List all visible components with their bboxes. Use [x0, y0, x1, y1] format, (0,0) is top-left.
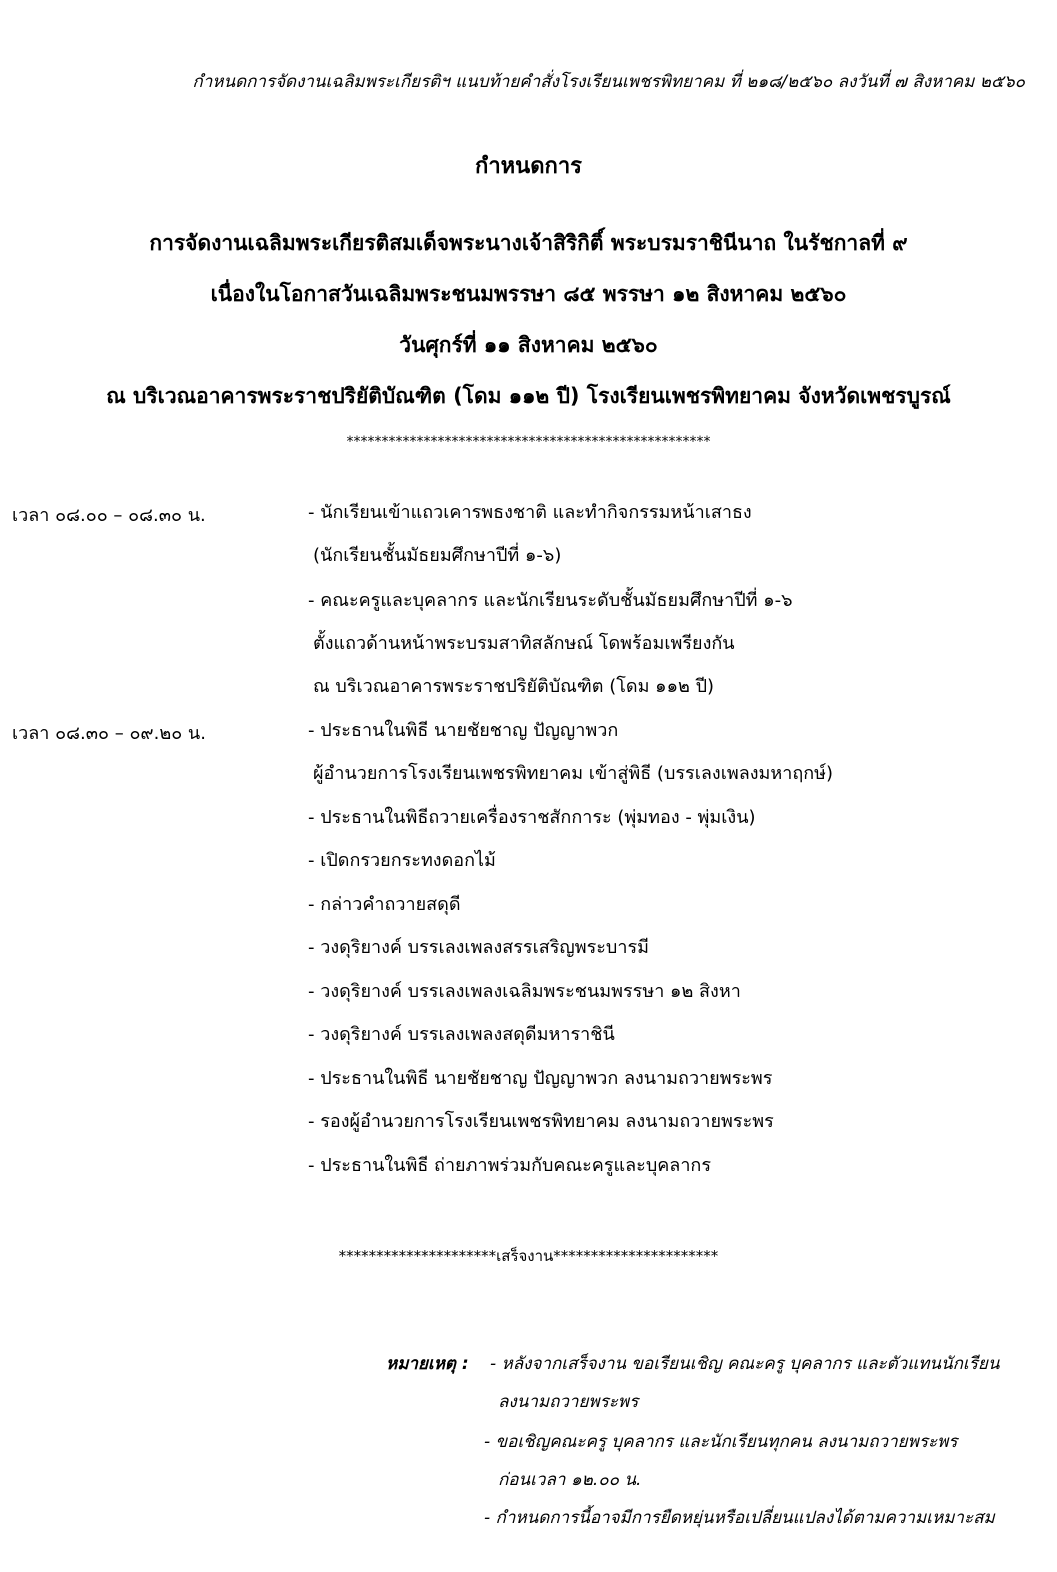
- schedule-item: - ประธานในพิธี นายชัยชาญ ปัญญาพวก ลงนามถวายพระพร: [308, 1068, 773, 1089]
- separator-end: *********************เสร็จงาน**********************: [338, 1247, 719, 1265]
- document-title: กำหนดการ: [475, 154, 582, 179]
- heading-line-venue: ณ บริเวณอาคารพระราชปริยัติบัณฑิต (โดม ๑๑๒ ปี) โรงเรียนเพชรพิทยาคม จังหวัดเพชรบูรณ์: [106, 384, 951, 408]
- note-line: - หลังจากเสร็จงาน ขอเรียนเชิญ คณะครู บุคลากร และตัวแทนนักเรียน: [490, 1354, 1000, 1374]
- schedule-item: - วงดุริยางค์ บรรเลงเพลงสดุดีมหาราชินี: [308, 1024, 615, 1045]
- time-slot-1: เวลา ๐๘.๐๐ – ๐๘.๓๐ น.: [12, 505, 206, 526]
- heading-line-event: การจัดงานเฉลิมพระเกียรติสมเด็จพระนางเจ้าสิริกิติ์ พระบรมราชินีนาถ ในรัชกาลที่ ๙: [149, 231, 908, 255]
- time-slot-2: เวลา ๐๘.๓๐ – ๐๙.๒๐ น.: [12, 723, 206, 744]
- schedule-item: - คณะครูและบุคลากร และนักเรียนระดับชั้นมัธยมศึกษาปีที่ ๑-๖: [308, 590, 793, 611]
- schedule-item: - ประธานในพิธี นายชัยชาญ ปัญญาพวก: [308, 720, 619, 741]
- event-heading: [0, 218, 1057, 422]
- schedule-item: - ประธานในพิธี ถ่ายภาพร่วมกับคณะครูและบุคลากร: [308, 1155, 711, 1176]
- note-line: - ขอเชิญคณะครู บุคลากร และนักเรียนทุกคน ลงนามถวายพระพร: [484, 1432, 958, 1452]
- separator-top: ****************************************************: [346, 434, 711, 450]
- heading-line-occasion: เนื่องในโอกาสวันเฉลิมพระชนมพรรษา ๘๕ พรรษา ๑๒ สิงหาคม ๒๕๖๐: [210, 282, 847, 306]
- schedule-item-continuation: (นักเรียนชั้นมัธยมศึกษาปีที่ ๑-๖): [313, 545, 562, 566]
- note-line-continuation: ก่อนเวลา ๑๒.๐๐ น.: [498, 1470, 642, 1490]
- schedule-item: - เปิดกรวยกระทงดอกไม้: [308, 850, 496, 871]
- note-line: - กำหนดการนี้อาจมีการยืดหยุ่นหรือเปลี่ยนแปลงได้ตามความเหมาะสม: [484, 1508, 995, 1528]
- schedule-item-continuation: ตั้งแถวด้านหน้าพระบรมสาทิสลักษณ์ โดพร้อมเพรียงกัน: [313, 633, 735, 654]
- header-reference: กำหนดการจัดงานเฉลิมพระเกียรติฯ แนบท้ายคำสั่งโรงเรียนเพชรพิทยาคม ที่ ๒๑๘/๒๕๖๐ ลงวันที่ ๗ สิงหาคม ๒๕๖๐: [192, 72, 1025, 92]
- schedule-item: - วงดุริยางค์ บรรเลงเพลงสรรเสริญพระบารมี: [308, 937, 649, 958]
- schedule-item: - กล่าวคำถวายสดุดี: [308, 894, 461, 915]
- schedule-item: - ประธานในพิธีถวายเครื่องราชสักการะ (พุ่มทอง - พุ่มเงิน): [308, 807, 756, 828]
- schedule-item-continuation: ผู้อำนวยการโรงเรียนเพชรพิทยาคม เข้าสู่พิธี (บรรเลงเพลงมหาฤกษ์): [313, 763, 834, 784]
- heading-line-date: วันศุกร์ที่ ๑๑ สิงหาคม ๒๕๖๐: [399, 333, 658, 357]
- schedule-item: - วงดุริยางค์ บรรเลงเพลงเฉลิมพระชนมพรรษา ๑๒ สิงหา: [308, 981, 741, 1002]
- notes-label: หมายเหตุ :: [386, 1354, 469, 1374]
- schedule-item: - นักเรียนเข้าแถวเคารพธงชาติ และทำกิจกรรมหน้าเสาธง: [308, 502, 752, 523]
- schedule-item-continuation: ณ บริเวณอาคารพระราชปริยัติบัณฑิต (โดม ๑๑๒ ปี): [313, 676, 715, 697]
- note-line-continuation: ลงนามถวายพระพร: [498, 1392, 639, 1412]
- schedule-item: - รองผู้อำนวยการโรงเรียนเพชรพิทยาคม ลงนามถวายพระพร: [308, 1111, 774, 1132]
